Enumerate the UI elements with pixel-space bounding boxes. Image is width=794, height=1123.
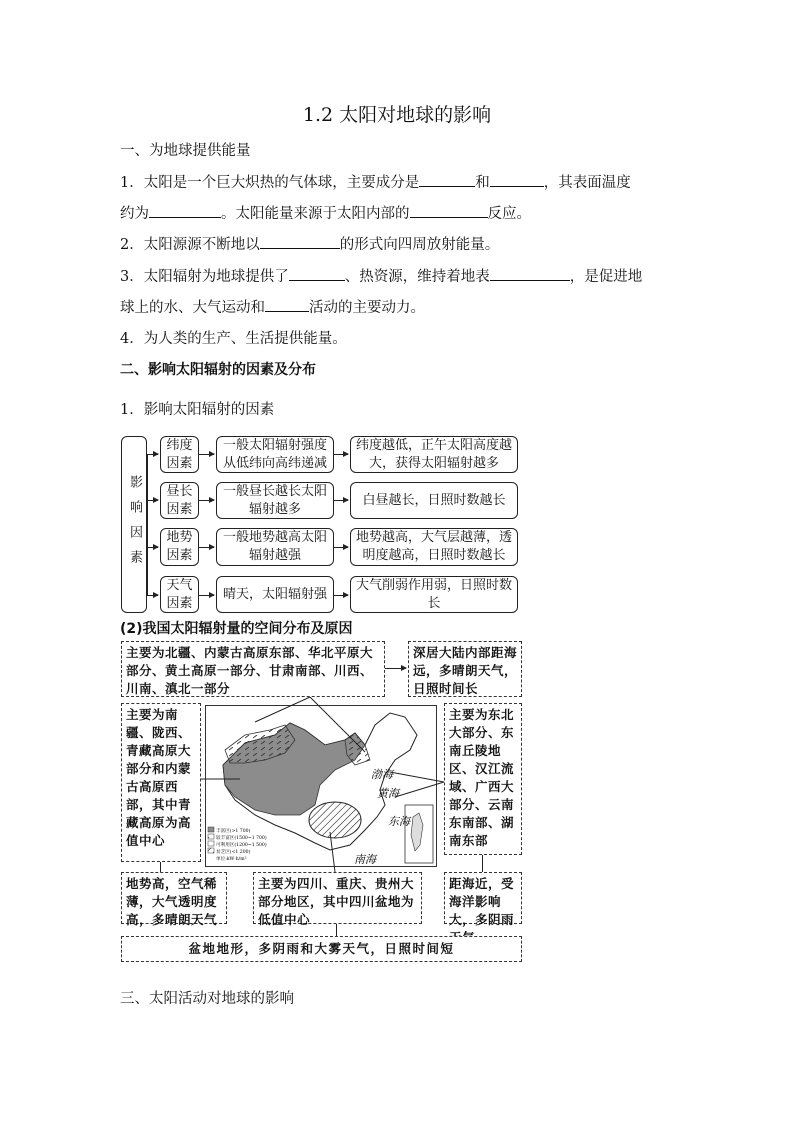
blank-surface-temperature-2[interactable] (490, 266, 570, 281)
top-right-reason-box: 深居大陆内部距海远，多晴朗天气，日照时间长 (408, 641, 522, 697)
text: 球上的水、大气运动和 (120, 300, 265, 316)
arrow (148, 500, 158, 501)
root-box (121, 436, 147, 613)
page-title: 1.2 太阳对地球的影响 (302, 104, 492, 126)
rule-box-weather: 晴天，太阳辐射强 (216, 576, 334, 613)
paragraph-4: 4．为人类的生产、生活提供能量。 (120, 331, 347, 347)
arrow (385, 668, 406, 669)
arrow (199, 547, 214, 548)
connector-line (147, 454, 148, 596)
result-box-latitude: 纬度越低，正午太阳高度越大，获得太阳辐射越多 (350, 436, 518, 473)
text: 和 (475, 175, 490, 191)
text: 。太阳能量来源于太阳内部的 (221, 206, 410, 222)
rule-box-daylength: 一般昼长越长太阳辐射越多 (216, 482, 334, 519)
legend-item: 贫乏区(<1 200) (216, 850, 251, 855)
text: 3．太阳辐射为地球提供了 (120, 269, 289, 285)
factor-box-daylength: 昼长因素 (160, 482, 199, 519)
factor-box-terrain: 地势因素 (160, 528, 199, 566)
blank-resource[interactable] (289, 266, 345, 281)
text: 2．太阳源源不断地以 (120, 237, 260, 253)
arrow (199, 454, 214, 455)
text: ，其表面温度 (543, 175, 631, 191)
text: 1．太阳是一个巨大炽热的气体球，主要成分是 (120, 175, 420, 191)
rule-box-terrain: 一般地势越高太阳辐射越强 (216, 528, 334, 566)
bottom-long-reason-box: 盆地地形，多阴雨和大雾天气，日照时间短 (121, 936, 522, 962)
blank-main-component-1[interactable] (419, 172, 475, 187)
text: 反应。 (487, 206, 531, 222)
factor-box-latitude: 纬度因素 (160, 436, 199, 473)
rule-box-latitude: 一般太阳辐射强度从低纬向高纬递减 (216, 436, 334, 473)
paragraph-3-line-1 (120, 265, 642, 286)
arrow (199, 500, 214, 501)
paragraph-1-line-2 (120, 202, 531, 223)
text: 、热资源，维持着地表 (344, 269, 490, 285)
paragraph-3-line-2 (120, 296, 425, 317)
donghai-label: 东海 (388, 815, 410, 828)
legend-item: 较丰富区(1500~1 700) (216, 836, 267, 841)
huanghai-label: 黄海 (377, 787, 399, 800)
blank-main-component-2[interactable] (490, 172, 544, 187)
arrow (334, 547, 348, 548)
section2-subheading-2: (2)我国太阳辐射量的空间分布及原因 (120, 621, 353, 637)
arrow (160, 862, 161, 872)
text: 活动的主要动力。 (309, 300, 425, 316)
root-label: 影响因素 (127, 474, 142, 575)
text: 约为 (120, 206, 149, 222)
section2-heading: 二、影响太阳辐射的因素及分布 (120, 362, 316, 378)
arrow (482, 855, 483, 872)
top-left-region-box: 主要为北疆、内蒙古高原东部、华北平原大部分、黄土高原一部分、甘肃南部、川西、川南、滇北一部分 (121, 641, 385, 697)
blank-radiation-form[interactable] (260, 234, 340, 249)
bohai-label: 渤海 (371, 768, 393, 781)
arrow (148, 454, 158, 455)
factor-box-weather: 天气因素 (160, 576, 199, 613)
left-region-box: 主要为南疆、陇西、青藏高原大部分和内蒙古高原西部，其中青藏高原为高值中心 (121, 703, 201, 862)
text: ，是促进地 (569, 269, 643, 285)
arrow (148, 547, 158, 548)
arrow (334, 500, 348, 501)
arrow (336, 924, 337, 936)
section3-heading: 三、太阳活动对地球的影响 (120, 991, 294, 1007)
result-box-weather: 大气削弱作用弱，日照时数长 (350, 576, 518, 613)
blank-reaction-type[interactable] (410, 203, 488, 218)
result-box-daylength: 白昼越长，日照时数越长 (350, 482, 518, 519)
arrow (334, 595, 348, 596)
legend-item: 可利用区(1200~1 500) (216, 843, 267, 848)
paragraph-2 (120, 233, 499, 254)
pointer-lines (190, 697, 450, 877)
nanhai-label: 南海 (354, 853, 376, 866)
text: 的形式向四周放射能量。 (339, 237, 500, 253)
legend-unit: 单位:kW·h/m² (216, 857, 247, 862)
paragraph-1-line-1 (120, 171, 631, 192)
arrow (334, 454, 348, 455)
bottom-center-region-box: 主要为四川、重庆、贵州大部分地区，其中四川盆地为低值中心 (253, 872, 422, 924)
blank-surface-temperature[interactable] (149, 203, 221, 218)
section2-subheading-1: 1．影响太阳辐射的因素 (120, 402, 275, 418)
bottom-right-reason-box: 距海近，受海洋影响大，多阴雨 (444, 872, 522, 924)
blank-activity[interactable] (265, 297, 309, 312)
arrow (199, 595, 214, 596)
arrow (148, 595, 158, 596)
right-region-box: 主要为东北大部分、东南丘陵地区、汉江流域、广西大部分、云南东南部、湖南东部 (444, 703, 522, 855)
legend-item: 丰富区(>1 700) (216, 829, 251, 834)
section1-heading: 一、为地球提供能量 (120, 143, 251, 159)
bottom-left-reason-box: 地势高，空气稀薄，大气透明度高，多晴朗天气 (121, 872, 227, 924)
result-box-terrain: 地势越高，大气层越薄，透明度越高，日照时数越长 (350, 528, 518, 566)
